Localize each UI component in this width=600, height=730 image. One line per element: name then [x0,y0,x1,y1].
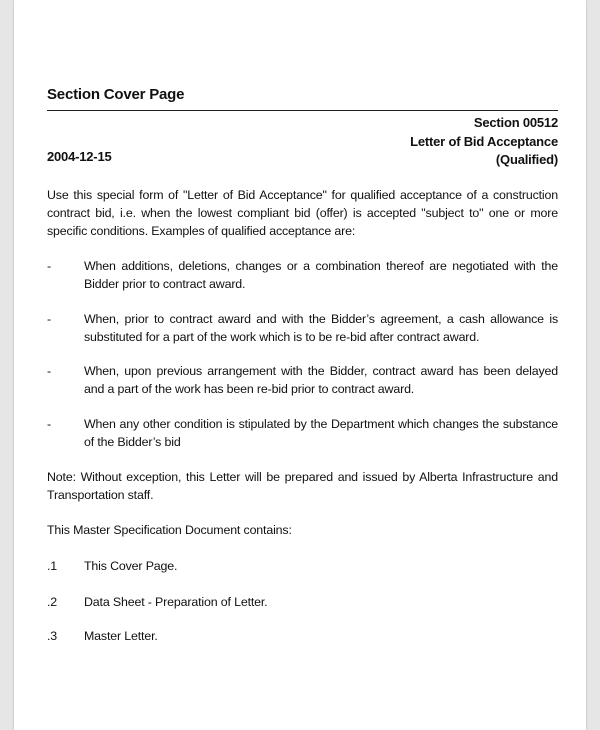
bullet-mark: - [47,312,51,326]
doc-date: 2004-12-15 [47,149,112,164]
intro-paragraph: Use this special form of "Letter of Bid Acceptance" for qualified acceptance of a construction contract bid, i.e. when the lowest compliant bid (offer) is accepted "subject to" one or more specific conditions. Examples of qualified acceptance are: [47,188,558,238]
note-paragraph: Note: Without exception, this Letter will be prepared and issued by Alberta Infrastructure and Transportation staff. [47,470,558,502]
section-number: Section 00512 [473,115,558,130]
doc-subtitle: (Qualified) [495,152,558,167]
header-right-block [410,114,558,170]
bullet-mark: - [47,259,51,273]
document-page [14,0,586,730]
contents-number: .3 [47,629,58,643]
doc-title: Letter of Bid Acceptance [410,133,558,149]
bullet-text: When additions, deletions, changes or a combination thereof are negotiated with the Bidder prior to contract award. [84,259,558,291]
bullet-mark: - [47,364,51,378]
contents-number: .2 [47,595,58,609]
bullet-text: When, prior to contract award and with the Bidder’s agreement, a cash allowance is substituted for a part of the work which is to be re-bid after contract award. [84,312,558,344]
contents-text: Data Sheet - Preparation of Letter. [84,595,268,609]
contents-text: This Cover Page. [84,559,178,573]
bullet-text: When, upon previous arrangement with the Bidder, contract award has been delayed and a part of the work has been re-bid prior to contract award. [84,364,558,396]
bullet-mark: - [47,417,51,431]
contents-number: .1 [47,559,58,573]
bullet-text: When any other condition is stipulated by the Department which changes the substance of the Bidder’s bid [84,417,558,449]
contents-intro: This Master Specification Document contains: [47,523,292,537]
section-title: Section Cover Page [47,86,185,103]
header-divider [47,110,558,111]
contents-text: Master Letter. [84,629,158,643]
